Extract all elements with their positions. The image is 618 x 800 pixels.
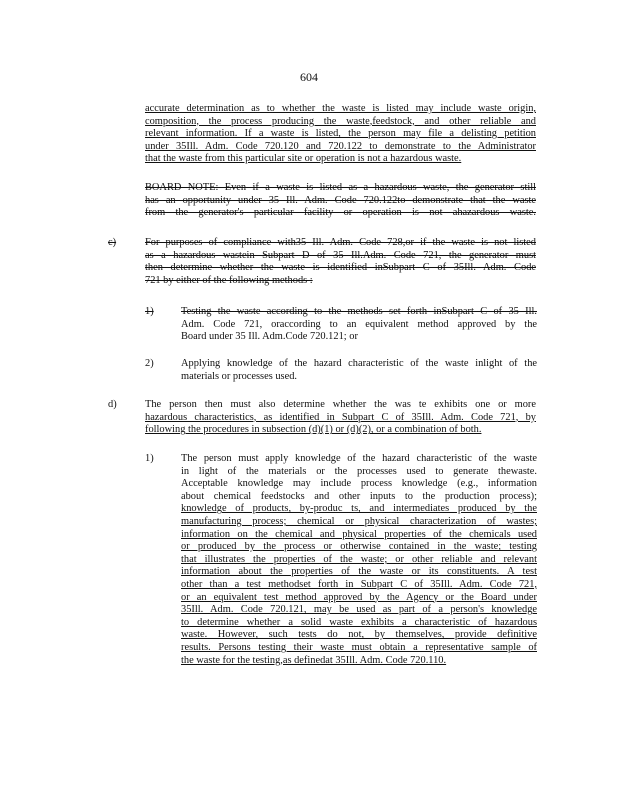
intro-paragraph <box>145 103 536 166</box>
text-line: results. Persons testing their waste must obtain a representative sample of <box>181 641 537 653</box>
text-line: knowledge of products, by-produc ts, and intermediates produced by the <box>181 503 537 515</box>
text-line: other than a test methodset forth in Subpart C of 35Ill. Adm. Code 721, <box>181 578 537 590</box>
text-line: that the waste from this particular site or operation is not a hazardous waste. <box>145 153 462 165</box>
text-line: manufacturing process; chemical or physical characterization of wastes; <box>181 515 537 527</box>
text-line: Testing the waste according to the methods set forth inSubpart C of 35 Ill. <box>181 306 537 317</box>
text-line: The person must apply knowledge of the hazard characteristic of the waste <box>181 453 537 464</box>
item-c1-label: 1) <box>145 306 154 317</box>
text-line: materials or processes used. <box>181 370 297 382</box>
text-line: information about the properties of the waste or its constituents. A test <box>181 566 537 578</box>
text-line: 721 by either of the following methods : <box>145 274 313 286</box>
section-d-label: d) <box>108 399 117 410</box>
text-line: from the generator's particular facility or operation is not ahazardous waste. <box>145 207 536 219</box>
text-line: waste. However, such tests do not, by themselves, provide definitive <box>181 629 537 641</box>
text-line: following the procedures in subsection (d)(1) or (d)(2), or a combination of both. <box>145 424 482 436</box>
text-line: accurate determination as to whether the waste is listed may include waste origin, <box>145 103 536 114</box>
text-line: The person then must also determine whether the was te exhibits one or more <box>145 399 536 410</box>
text-line: under 35Ill. Adm. Code 720.120 and 720.122 to demonstrate to the Administrator <box>145 140 536 152</box>
text-line: that illustrates the properties of the waste; or other reliable and relevant <box>181 553 537 565</box>
item-d1-label: 1) <box>145 453 154 464</box>
text-line: or produced by the process or otherwise contained in the waste; testing <box>181 541 537 553</box>
text-line: hazardous characteristics, as identified in Subpart C of 35Ill. Adm. Code 721, by <box>145 411 536 423</box>
text-line: as a hazardous wastein Subpart D of 35 Ill.Adm. Code 721, the generator must <box>145 249 536 261</box>
text-line: relevant information. If a waste is listed, the person may file a delisting petition <box>145 128 536 140</box>
text-line: to determine whether a solid waste exhibits a characteristic of hazardous <box>181 616 537 628</box>
item-c2-text <box>181 358 537 383</box>
text-line: BOARD NOTE: Even if a waste is listed as a hazardous waste, the generator still <box>145 182 536 193</box>
text-line: information on the chemical and physical properties of the chemicals used <box>181 528 537 540</box>
text-line: Adm. Code 721, oraccording to an equivalent method approved by the <box>181 318 537 330</box>
text-line: 35Ill. Adm. Code 720.121, may be used as part of a person's knowledge <box>181 604 537 616</box>
text-line: For purposes of compliance with35 Ill. Adm. Code 728,or if the waste is not listed <box>145 237 536 248</box>
board-note <box>145 182 536 220</box>
text-line: composition, the process producing the waste,feedstock, and other reliable and <box>145 115 536 127</box>
section-c-text <box>145 237 536 287</box>
text-line: then determine whether the waste is identified inSubpart C of 35Ill. Adm. Code <box>145 262 536 274</box>
page-number: 604 <box>300 70 318 84</box>
item-c1-text <box>181 306 537 344</box>
text-line: Applying knowledge of the hazard characteristic of the waste inlight of the <box>181 358 537 369</box>
item-d1-text <box>181 453 537 667</box>
section-c-label: c) <box>108 237 117 248</box>
text-line: or an equivalent test method approved by the Agency or the Board under <box>181 591 537 603</box>
item-c2-label: 2) <box>145 358 154 369</box>
text-line: has an opportunity under 35 Ill. Adm. Code 720.122to demonstrate that the waste <box>145 194 536 206</box>
text-line: the waste for the testing,as definedat 35Ill. Adm. Code 720.110. <box>181 654 447 666</box>
text-line: Board under 35 Ill. Adm.Code 720.121; or <box>181 331 358 343</box>
text-line: Acceptable knowledge may include process knowledge (e.g., information <box>181 478 537 490</box>
text-line: in light of the materials or the processes used to generate thewaste. <box>181 465 537 477</box>
text-line: about chemical feedstocks and other inputs to the production process); <box>181 490 537 502</box>
section-d-text <box>145 399 536 437</box>
